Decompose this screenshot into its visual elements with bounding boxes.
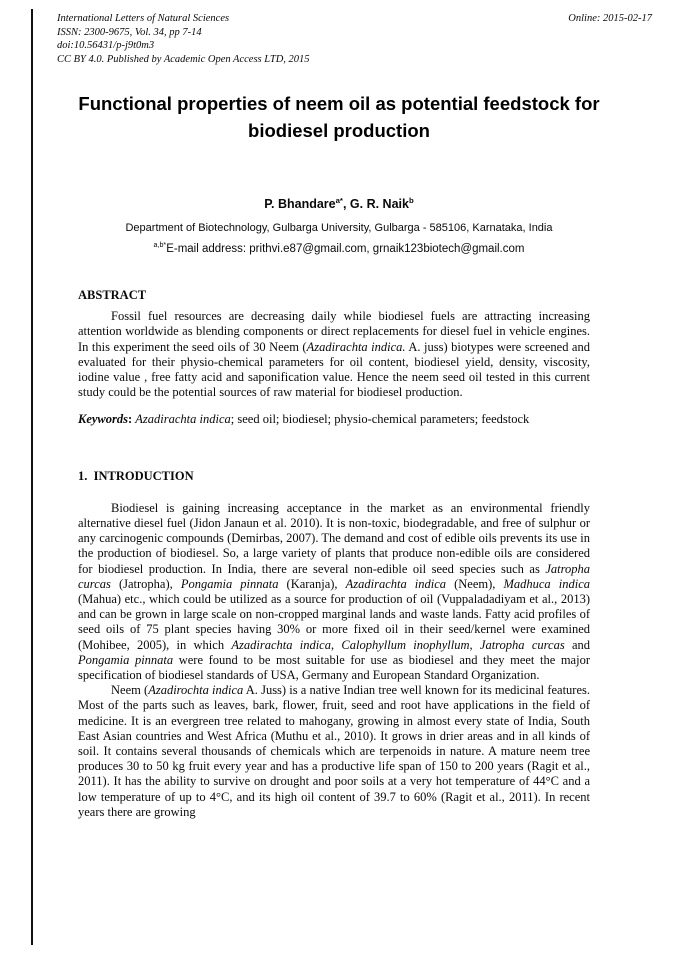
journal-issn-volume: ISSN: 2300-9675, Vol. 34, pp 7-14 <box>57 26 202 38</box>
email-line: $^{a,b*}$E-mail address: prithvi.e87@gmail.com, grnaik123biotech@gmail.com <box>153 241 525 255</box>
journal-title: International Letters of Natural Sciences <box>57 13 230 24</box>
paper-title: Functional properties of neem oil as potential feedstock for biodiesel production <box>78 93 600 141</box>
journal-doi: doi:10.56431/p-j9t0m3 <box>57 40 155 51</box>
affiliation-line: Department of Biotechnology, Gulbarga University, Gulbarga - 585106, Karnataka, India <box>125 222 553 234</box>
abstract-heading: ABSTRACT <box>78 288 147 302</box>
intro-paragraph-2: Neem (Azadirochta indica A. Juss) is a native Indian tree well known for its medicinal features. Most of the parts such as leaves, bark, flower, fruit, seed and root have applications in the field of medicine. It is an evergreen tree related to mahogany, growing in almost every state of India, South East Asian countries and West Africa (Muthu et al., 2010). It grows in drier areas and in all kinds of soil. It contains several thousands of chemicals which are terpenoids in nature. A mature neem tree produces 30 to 50 kg fruit every year and has a productive life span of 150 to 200 years (Ragit et al., 2011). It has the ability to survive on drought and poor soils at a very hot temperature of 44°C and a low temperature of up to 4°C, and its high oil content of 39.7 to 60% (Ragit et al., 2011). In recent years there are growing <box>78 683 591 819</box>
section-heading-introduction: 1. INTRODUCTION <box>78 468 194 483</box>
paper-body <box>78 288 590 820</box>
keywords-line: Keywords: Azadirachta indica; seed oil; biodiesel; physio-chemical parameters; feedstock <box>78 412 530 427</box>
journal-license: CC BY 4.0. Published by Academic Open Access LTD, 2015 <box>57 53 310 65</box>
abstract-paragraph: Fossil fuel resources are decreasing daily while biodiesel fuels are attracting increasing attention worldwide as blending components or direct replacements for diesel fuel in vehicle engines. In this experiment the seed oils of 30 Neem (Azadirachta indica. A. juss) biotypes were screened and evaluated for their physio-chemical parameters for oil content, biodiesel yield, density, viscosity, iodine value , free fatty acid and saponification value. Hence the neem seed oil tested in this current study could be the potential sources of raw material for biodiesel production. <box>78 309 590 400</box>
journal-header <box>57 12 652 66</box>
left-edge-line <box>31 9 33 945</box>
online-date: Online: 2015-02-17 <box>568 13 652 24</box>
intro-paragraph-1: Biodiesel is gaining increasing acceptance in the market as an environmental friendly alternative diesel fuel (Jidon Janaun et al. 2010). It is non-toxic, biodegradable, and free of sulphur or any carcinogenic compounds (Demirbas, 2007). The demand and cost of edible oils prevents its use in the production of biodiesel. So, a large variety of plants that produce non-edible oils are considered for biodiesel production. In India, there are several non-edible oil seed species such as Jatropha curcas (Jatropha), Pongamia pinnata (Karanja), Azadirachta indica (Neem), Madhuca indica (Mahua) etc., which could be utilized as a source for production of oil (Vuppaladadiyam et al., 2013) and can be grown in large scale on non-cropped marginal lands and waste lands. Fatty acid profiles of seed oils of 75 plant species having 30% or more fixed oil in their seed/kernel were examined (Mohibee, 2005), in which Azadirachta indica, Calophyllum inophyllum, Jatropha curcas and Pongamia pinnata were found to be most suitable for use as biodiesel and they meet the major specification of biodiesel standards of USA, Germany and European Standard Organization. <box>78 500 591 683</box>
authors-line: P. Bhandare$^{a*}$, G. R. Naik$^b$ <box>264 195 414 211</box>
journal-header-left <box>57 12 310 66</box>
